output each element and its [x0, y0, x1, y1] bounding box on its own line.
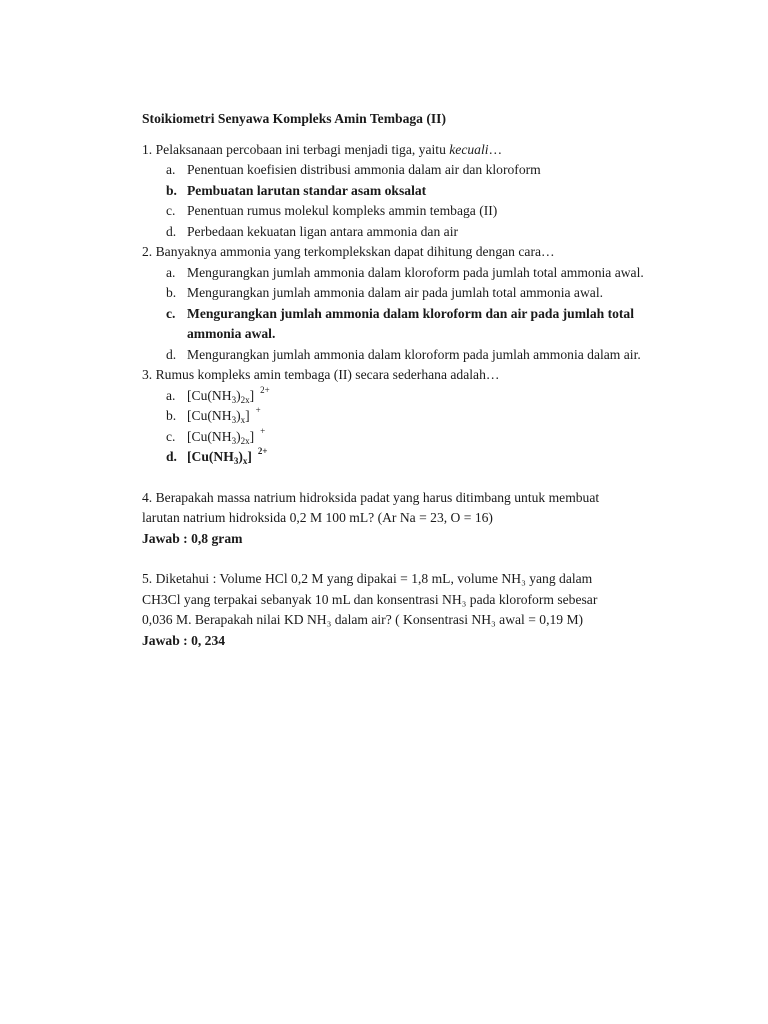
option-text: Pembuatan larutan standar asam oksalat [187, 182, 427, 198]
formula-open: [Cu(NH [187, 428, 232, 444]
question-1-option-a [142, 160, 662, 181]
question-2-option-b [142, 283, 662, 304]
question-3-option-c [142, 427, 662, 448]
formula [187, 406, 662, 427]
formula-open: [Cu(NH [187, 387, 232, 403]
formula-subscript: 3 [233, 456, 239, 466]
formula-charge: + [255, 405, 261, 415]
option-text: Penentuan rumus molekul kompleks ammin tembaga (II) [187, 203, 498, 218]
formula-charge: 2+ [257, 446, 268, 456]
question-3-option-d [142, 447, 662, 468]
question-3-options [142, 386, 662, 468]
formula-mid: ) [236, 387, 241, 403]
option-text: Perbedaan kekuatan ligan antara ammonia dan air [187, 223, 458, 239]
question-2-options [142, 263, 662, 366]
formula-open: [Cu(NH [187, 408, 232, 423]
formula-mid: ) [236, 408, 241, 423]
document-title: Stoikiometri Senyawa Kompleks Amin Tembaga (II) [142, 111, 446, 126]
formula-close: ] [249, 428, 255, 444]
option-letter: a. [166, 387, 176, 403]
option-letter: c. [166, 428, 176, 444]
question-2: 2. Banyaknya ammonia yang terkomplekskan dapat dihitung dengan cara… [142, 244, 555, 259]
question-1-suffix: … [488, 141, 503, 157]
option-text: Penentuan koefisien distribusi ammonia dalam air dan kloroform [187, 162, 541, 177]
option-letter: d. [166, 449, 177, 464]
formula [187, 427, 662, 448]
question-1-option-d [142, 222, 662, 243]
option-letter: a. [166, 264, 176, 280]
formula-subscript: 3 [231, 394, 237, 405]
formula-subscript: x [240, 415, 246, 425]
formula-mid: ) [238, 449, 243, 464]
formula-charge: + [260, 425, 266, 436]
question-4-line-2: larutan natrium hidroksida 0,2 M 100 mL? (Ar Na = 23, O = 16) [142, 510, 493, 525]
option-letter: b. [166, 182, 177, 198]
formula-subscript: 3 [231, 435, 237, 446]
option-letter: c. [166, 203, 176, 218]
spacer [142, 468, 662, 488]
question-1-prefix: 1. Pelaksanaan percobaan ini terbagi menjadi tiga, yaitu [142, 141, 450, 157]
formula-subscript: 2x [240, 394, 250, 405]
option-text: Mengurangkan jumlah ammonia dalam kloroform pada jumlah ammonia dalam air. [187, 346, 641, 362]
question-4-line-1: 4. Berapakah massa natrium hidroksida padat yang harus ditimbang untuk membuat [142, 489, 600, 505]
question-5-line-2: CH3Cl yang terpakai sebanyak 10 mL dan konsentrasi NH₃ pada kloroform sebesar [142, 591, 598, 607]
option-letter: d. [166, 346, 177, 362]
formula-subscript: x [242, 456, 248, 466]
spacer [142, 549, 662, 569]
option-text: Mengurangkan jumlah ammonia dalam kloroform pada jumlah total ammonia awal. [187, 264, 644, 280]
question-2-option-d [142, 345, 662, 366]
formula-charge: 2+ [260, 384, 270, 395]
formula [187, 386, 662, 407]
formula-subscript: 2x [240, 435, 250, 446]
question-4-answer: Jawab : 0,8 gram [142, 530, 243, 546]
option-text: Mengurangkan jumlah ammonia dalam air pada jumlah total ammonia awal. [187, 285, 603, 300]
option-letter: a. [166, 162, 176, 177]
formula-open: [Cu(NH [187, 449, 234, 464]
option-letter: d. [166, 223, 177, 239]
formula-close: ] [247, 449, 252, 464]
option-letter: b. [166, 285, 177, 300]
formula-close: ] [249, 387, 255, 403]
formula-mid: ) [236, 428, 241, 444]
option-letter: c. [166, 305, 176, 321]
question-1-options [142, 160, 662, 242]
question-3: 3. Rumus kompleks amin tembaga (II) secara sederhana adalah… [142, 367, 500, 382]
question-1 [142, 140, 662, 161]
question-5-line-1: 5. Diketahui : Volume HCl 0,2 M yang dipakai = 1,8 mL, volume NH₃ yang dalam [142, 571, 593, 586]
question-3-option-a [142, 386, 662, 407]
question-3-option-b [142, 406, 662, 427]
option-text: Mengurangkan jumlah ammonia dalam kloroform dan air pada jumlah total ammonia awal. [187, 305, 635, 341]
question-1-option-b [142, 181, 662, 202]
option-letter: b. [166, 408, 177, 423]
question-1-option-c [142, 201, 662, 222]
question-5-line-3: 0,036 M. Berapakah nilai KD NH₃ dalam air? ( Konsentrasi NH₃ awal = 0,19 M) [142, 612, 584, 627]
question-1-emphasis: kecuali [449, 141, 489, 157]
formula [187, 447, 662, 468]
formula-subscript: 3 [231, 415, 237, 425]
document-page [142, 109, 662, 651]
question-2-option-c [142, 304, 662, 345]
question-2-option-a [142, 263, 662, 284]
formula-close: ] [245, 408, 250, 423]
question-5-answer: Jawab : 0, 234 [142, 632, 226, 648]
